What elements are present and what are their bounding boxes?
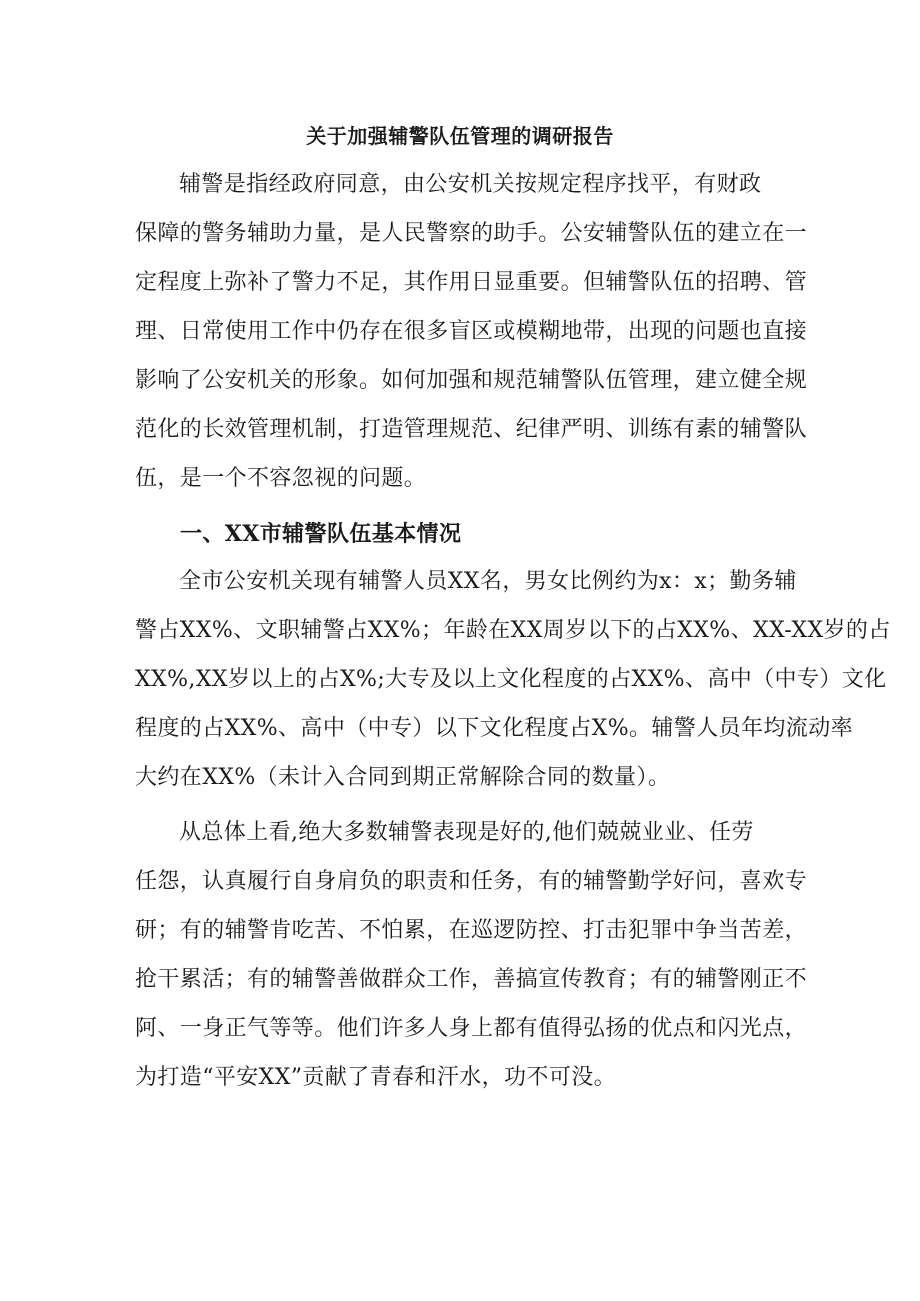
- text-line: 程度的占XX%、高中（中专）以下文化程度占X%。辅警人员年均流动率: [135, 716, 853, 741]
- document-title: 关于加强辅警队伍管理的调研报告: [306, 124, 614, 148]
- text-line: 大约在XX%（未计入合同到期正常解除合同的数量）。: [135, 765, 671, 790]
- text-line: 伍，是一个不容忽视的问题。: [135, 466, 427, 491]
- text-line: 警占XX%、文职辅警占XX%；年龄在XX周岁以下的占XX%、XX-XX岁的占: [135, 618, 891, 643]
- text-line: 全市公安机关现有辅警人员XX名，男女比例约为x：x；勤务辅: [179, 569, 797, 594]
- paragraph-basic-info: [135, 557, 891, 802]
- text-line: 研；有的辅警肯吃苦、不怕累，在巡逻防控、打击犯罪中争当苦差，: [135, 918, 808, 943]
- text-line: 抢干累活；有的辅警善做群众工作，善搞宣传教育；有的辅警刚正不: [135, 967, 808, 992]
- text-line: 影响了公安机关的形象。如何加强和规范辅警队伍管理，建立健全规: [135, 368, 808, 393]
- text-line: 任怨，认真履行自身肩负的职责和任务，有的辅警勤学好问，喜欢专: [135, 869, 808, 894]
- text-line: 定程度上弥补了警力不足，其作用日显重要。但辅警队伍的招聘、管: [135, 270, 808, 295]
- text-line: 理、日常使用工作中仍存在很多盲区或模糊地带，出现的问题也直接: [135, 319, 808, 344]
- text-line: 为打造“平安XX”贡献了青春和汗水，功不可没。: [135, 1065, 617, 1090]
- paragraph-overall-assessment: [135, 808, 808, 1102]
- text-line: 从总体上看,绝大多数辅警表现是好的,他们兢兢业业、任劳: [179, 820, 754, 845]
- text-line: 阿、一身正气等等。他们许多人身上都有值得弘扬的优点和闪光点，: [135, 1016, 808, 1041]
- paragraph-intro: [135, 160, 808, 503]
- section-heading: 一、XX市辅警队伍基本情况: [180, 521, 462, 547]
- text-line: 辅警是指经政府同意，由公安机关按规定程序找平，有财政: [179, 172, 762, 197]
- text-line: 范化的长效管理机制，打造管理规范、纪律严明、训练有素的辅警队: [135, 417, 808, 442]
- text-line: XX%,XX岁以上的占X%;大专及以上文化程度的占XX%、高中（中专）文化: [135, 667, 887, 692]
- text-line: 保障的警务辅助力量，是人民警察的助手。公安辅警队伍的建立在一: [135, 221, 808, 246]
